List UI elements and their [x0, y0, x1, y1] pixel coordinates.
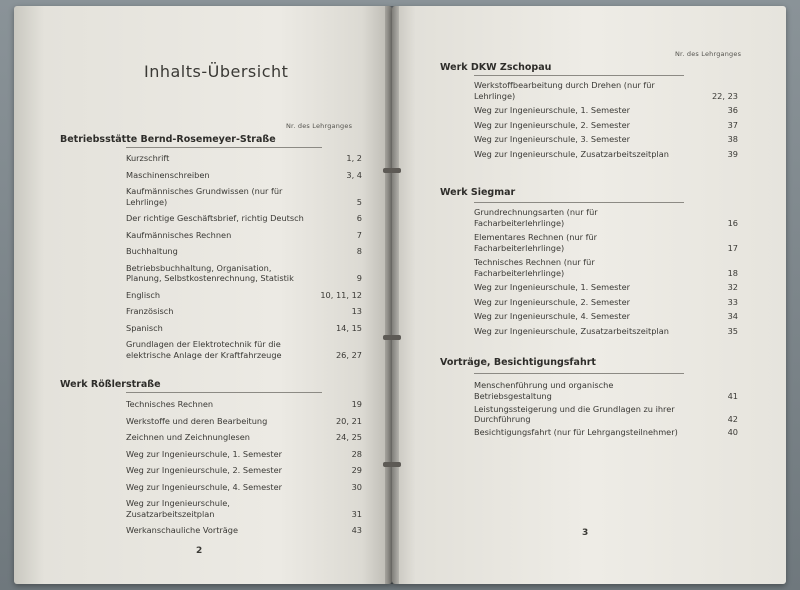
- toc-entry-number: 8: [356, 246, 362, 256]
- toc-entry: [126, 213, 362, 224]
- toc-entry-number: 36: [727, 105, 738, 115]
- toc-entry-label: Weg zur Ingenieurschule, 1. Semester: [474, 282, 631, 292]
- toc-entry: [474, 105, 738, 116]
- column-header: Nr. des Lehrganges: [286, 122, 353, 130]
- toc-entry: [474, 427, 738, 438]
- toc-entry: [474, 207, 738, 228]
- toc-entry: [126, 416, 362, 427]
- toc-entry-label: Weg zur Ingenieurschule, 1. Semester: [474, 105, 631, 115]
- toc-entry-number: 39: [727, 148, 738, 159]
- toc-entry-label: Weg zur Ingenieurschule, 2. Semester: [474, 119, 631, 130]
- toc-entry-number: 5: [356, 196, 362, 207]
- section-heading: Werk Rößlerstraße: [60, 379, 161, 390]
- toc-entry: [126, 170, 362, 181]
- section-rule: [474, 75, 684, 76]
- toc-entry: [474, 380, 738, 401]
- toc-entry-label: Weg zur Ingenieurschule, 2. Semester: [474, 296, 631, 307]
- toc-entry-number: 14, 15: [335, 322, 362, 333]
- toc-entry-label: Zeichnen und Zeichnunglesen: [126, 432, 250, 442]
- section-heading: Werk Siegmar: [440, 187, 516, 198]
- toc-entry-number: 18: [727, 267, 738, 278]
- toc-entry-number: 34: [727, 311, 738, 321]
- toc-entry-label: Besichtigungsfahrt (nur für Lehrgangsteilnehmer): [474, 427, 678, 437]
- toc-entry: [474, 311, 738, 322]
- toc-entry-number: 26, 27: [335, 349, 362, 360]
- toc-entry: [126, 339, 362, 360]
- toc-list: [126, 399, 362, 542]
- toc-entry-number: 28: [351, 448, 362, 459]
- toc-entry-number: 32: [727, 282, 738, 292]
- toc-entry-label: Weg zur Ingenieurschule, 3. Semester: [474, 134, 631, 144]
- toc-entry-label: Grundrechnungsarten (nur für Facharbeiterlehrlinge): [474, 207, 598, 228]
- toc-entry-number: 41: [727, 390, 738, 401]
- toc-entry: [474, 149, 738, 160]
- toc-entry-label: Grundlagen der Elektrotechnik für die elektrische Anlage der Kraftfahrzeuge: [126, 339, 282, 360]
- toc-entry-label: Weg zur Ingenieurschule, 1. Semester: [126, 448, 283, 459]
- toc-entry-number: 13: [351, 306, 362, 316]
- toc-entry: [474, 134, 738, 145]
- toc-entry-number: 19: [351, 399, 362, 409]
- toc-entry-label: Kaufmännisches Rechnen: [126, 229, 232, 240]
- toc-entry-number: 43: [351, 525, 362, 535]
- toc-entry: [474, 326, 738, 337]
- toc-entry-label: Weg zur Ingenieurschule, Zusatzarbeitszeitplan: [474, 325, 669, 336]
- toc-entry: [474, 404, 738, 425]
- toc-entry-label: Weg zur Ingenieurschule, Zusatzarbeitszeitplan: [474, 148, 669, 159]
- toc-entry-number: 20, 21: [335, 415, 362, 426]
- toc-entry-label: Englisch: [126, 289, 161, 300]
- section-heading: Werk DKW Zschopau: [440, 62, 552, 73]
- toc-entry: [126, 323, 362, 334]
- toc-entry-label: Der richtige Geschäftsbrief, richtig Deutsch: [126, 213, 304, 223]
- section-heading: Vorträge, Besichtigungsfahrt: [440, 357, 596, 368]
- toc-entry: [126, 482, 362, 493]
- toc-entry-label: Technisches Rechnen: [126, 399, 214, 409]
- staple: [383, 335, 401, 340]
- book-spine: [385, 6, 399, 584]
- toc-entry-label: Betriebsbuchhaltung, Organisation, Planung, Selbstkostenrechnung, Statistik: [126, 262, 294, 283]
- toc-entry: [126, 498, 362, 519]
- toc-entry-label: Buchhaltung: [126, 246, 178, 256]
- toc-entry: [474, 120, 738, 131]
- toc-entry-number: 29: [351, 465, 362, 475]
- toc-entry-label: Kaufmännisches Grundwissen (nur für Lehrlinge): [126, 186, 283, 207]
- toc-entry-number: 17: [727, 242, 738, 253]
- page-title: Inhalts-Übersicht: [144, 62, 289, 81]
- toc-list: [126, 153, 362, 366]
- section-rule: [474, 202, 684, 203]
- section-heading: Betriebsstätte Bernd-Rosemeyer-Straße: [60, 134, 276, 145]
- toc-entry-number: 3, 4: [346, 169, 362, 180]
- toc-entry-number: 31: [351, 508, 362, 519]
- page-number: 3: [582, 528, 589, 538]
- toc-entry: [474, 257, 738, 278]
- toc-entry-label: Maschinenschreiben: [126, 169, 210, 180]
- section-rule: [126, 147, 322, 148]
- toc-entry-label: Kurzschrift: [126, 153, 170, 163]
- column-header: Nr. des Lehrganges: [675, 50, 742, 58]
- toc-entry: [126, 525, 362, 536]
- toc-entry-number: 38: [727, 134, 738, 144]
- toc-entry-label: Werkstoffe und deren Bearbeitung: [126, 415, 268, 426]
- toc-entry-number: 7: [356, 229, 362, 240]
- right-page: [392, 6, 786, 584]
- toc-entry-number: 37: [727, 119, 738, 130]
- toc-entry-label: Weg zur Ingenieurschule, 4. Semester: [474, 311, 631, 321]
- toc-entry-number: 22, 23: [711, 90, 738, 101]
- toc-entry-label: Französisch: [126, 306, 174, 316]
- toc-entry: [474, 232, 738, 253]
- toc-entry-number: 42: [727, 414, 738, 424]
- toc-entry: [126, 230, 362, 241]
- toc-entry-label: Menschenführung und organische Betriebsgestaltung: [474, 380, 614, 401]
- toc-entry: [126, 399, 362, 410]
- toc-list: [474, 380, 738, 440]
- toc-entry-label: Werkanschauliche Vorträge: [126, 525, 239, 535]
- toc-entry-label: Weg zur Ingenieurschule, 2. Semester: [126, 465, 283, 475]
- toc-entry: [126, 306, 362, 317]
- toc-list: [474, 207, 738, 340]
- toc-entry: [126, 263, 362, 284]
- section-rule: [126, 392, 322, 393]
- toc-entry-number: 33: [727, 296, 738, 307]
- toc-entry: [474, 282, 738, 293]
- toc-entry: [126, 465, 362, 476]
- toc-entry: [126, 246, 362, 257]
- toc-entry-label: Elementares Rechnen (nur für Facharbeiterlehrlinge): [474, 232, 598, 253]
- toc-entry-number: 1, 2: [346, 153, 362, 163]
- toc-entry-number: 30: [351, 481, 362, 492]
- left-page: [14, 6, 392, 584]
- toc-entry-label: Werkstoffbearbeitung durch Drehen (nur für Lehrlinge): [474, 80, 655, 101]
- toc-entry-label: Spanisch: [126, 322, 163, 333]
- staple: [383, 462, 401, 467]
- toc-entry: [474, 80, 738, 101]
- toc-entry-number: 40: [727, 427, 738, 437]
- toc-entry: [126, 153, 362, 164]
- toc-entry-number: 9: [356, 273, 362, 283]
- toc-entry-label: Leistungssteigerung und die Grundlagen zu ihrer Durchführung: [474, 403, 675, 424]
- toc-entry-number: 6: [356, 213, 362, 223]
- toc-entry-label: Weg zur Ingenieurschule, 4. Semester: [126, 481, 283, 492]
- toc-entry: [126, 432, 362, 443]
- toc-entry: [126, 186, 362, 207]
- toc-entry-label: Technisches Rechnen (nur für Facharbeiterlehrlinge): [474, 257, 595, 278]
- toc-entry: [126, 290, 362, 301]
- staple: [383, 168, 401, 173]
- toc-entry-label: Weg zur Ingenieurschule, Zusatzarbeitszeitplan: [126, 498, 230, 519]
- toc-entry: [126, 449, 362, 460]
- toc-entry-number: 24, 25: [335, 432, 362, 442]
- toc-entry-number: 16: [727, 217, 738, 228]
- page-number: 2: [196, 546, 203, 556]
- toc-entry-number: 35: [727, 325, 738, 336]
- section-rule: [474, 373, 684, 374]
- toc-list: [474, 80, 738, 163]
- toc-entry-number: 10, 11, 12: [320, 289, 362, 300]
- toc-entry: [474, 297, 738, 308]
